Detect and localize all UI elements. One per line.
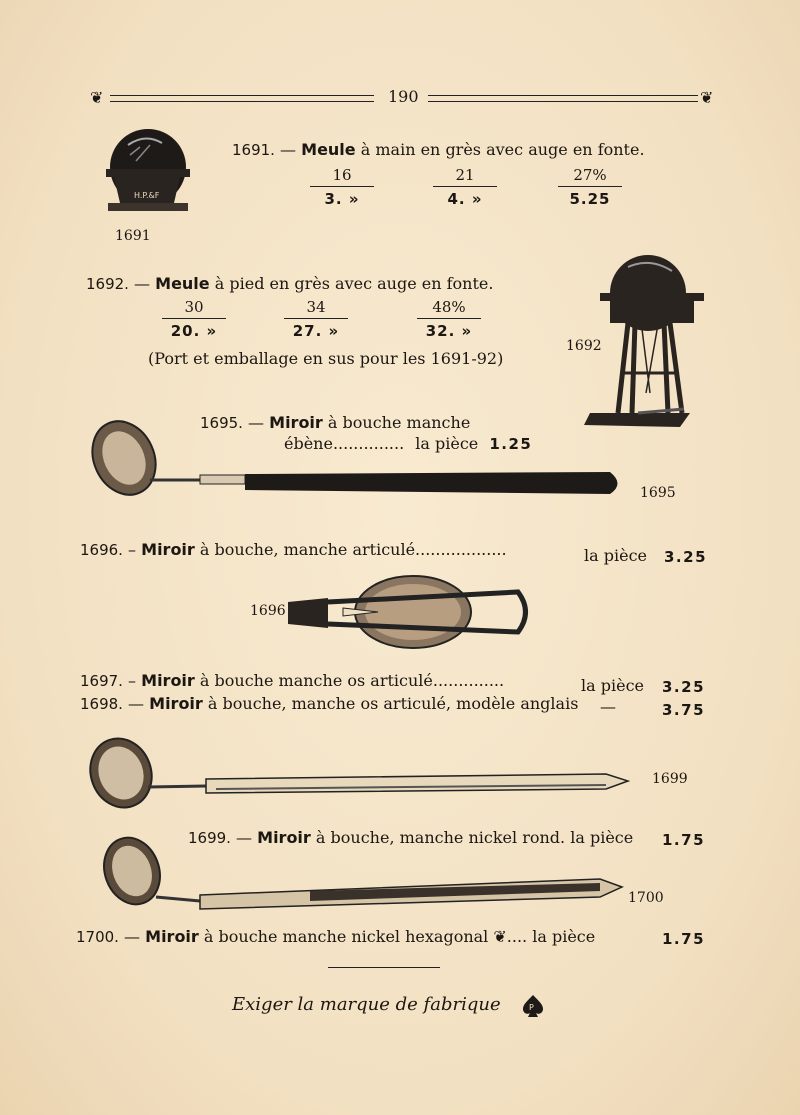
- item-1696-desc: à bouche, manche articulé..................: [199, 540, 507, 559]
- svg-text:P: P: [529, 1003, 534, 1012]
- item-1692-size-3: 48%: [417, 298, 481, 319]
- item-1695-unit: la pièce: [415, 434, 479, 453]
- item-1691-size-2: 21: [433, 166, 497, 187]
- item-1697-number: 1697.: [80, 672, 123, 690]
- image-label-1700: 1700: [628, 890, 664, 906]
- item-1700-price: 1.75: [662, 930, 706, 948]
- item-1697-desc: à bouche manche os articulé..............: [199, 671, 505, 690]
- item-1692-price-2: 27. »: [292, 322, 340, 340]
- item-1691-desc: à main en grès avec auge en fonte.: [360, 140, 645, 159]
- item-1692-price-1: 20. »: [170, 322, 218, 340]
- image-label-1695: 1695: [640, 485, 676, 501]
- header-right-ornament-icon: ❦: [700, 88, 714, 107]
- item-1692-price-3: 32. »: [425, 322, 473, 340]
- item-1696-name: Miroir: [141, 540, 195, 559]
- item-1691-col-2: [433, 166, 497, 208]
- item-1691-dash: —: [280, 140, 297, 159]
- item-1692-col-3: [417, 298, 481, 340]
- item-1692-number: 1692.: [86, 275, 129, 293]
- item-1700-dots: ....: [506, 927, 528, 946]
- item-1699-dash: —: [236, 828, 253, 847]
- item-1697-line: [80, 671, 504, 690]
- item-1699-number: 1699.: [188, 829, 231, 847]
- item-1691-col-3: [558, 166, 622, 208]
- item-1692-line: [86, 274, 493, 293]
- item-1691-price-2: 4. »: [447, 190, 483, 208]
- item-1700-ornament-icon: ❦: [493, 927, 507, 946]
- item-1692-desc: à pied en grès avec auge en fonte.: [214, 274, 494, 293]
- header-rule-right: [428, 95, 698, 102]
- item-1691-price-3: 5.25: [569, 190, 611, 208]
- item-1698-unit: —: [600, 697, 616, 716]
- item-1697-price: 3.25: [662, 678, 706, 696]
- item-1691-col-1: [310, 166, 374, 208]
- item-1695-number: 1695.: [200, 414, 243, 432]
- item-1695-price: 1.25: [489, 435, 533, 453]
- image-label-1696: 1696: [250, 603, 286, 619]
- item-1697-name: Miroir: [141, 671, 195, 690]
- image-label-1691: 1691: [115, 228, 151, 244]
- hexagonal-nickel-handle-mirror-illustration: [100, 835, 625, 915]
- item-1692-dash: —: [134, 274, 151, 293]
- item-1698-number: 1698.: [80, 695, 123, 713]
- item-1698-name: Miroir: [149, 694, 203, 713]
- item-1692-col-1: [162, 298, 226, 340]
- item-1695-desc1: à bouche manche: [327, 413, 471, 432]
- image-label-1692: 1692: [566, 338, 602, 354]
- item-1691-line: [232, 140, 645, 159]
- item-1700-line: [76, 927, 595, 946]
- item-1700-name: Miroir: [145, 927, 199, 946]
- item-1699-name: Miroir: [257, 828, 311, 847]
- item-1698-desc: à bouche, manche os articulé, modèle anglais: [207, 694, 579, 713]
- item-1696-unit: la pièce: [584, 546, 647, 565]
- item-1698-price: 3.75: [662, 701, 706, 719]
- trademark-emblem-icon: [522, 994, 544, 1018]
- item-1697-dash: –: [128, 671, 137, 690]
- item-1699-unit: la pièce: [570, 828, 634, 847]
- page-number: 190: [388, 87, 419, 106]
- item-1691-number: 1691.: [232, 141, 275, 159]
- item-1695-desc2: ébène..............: [284, 434, 405, 453]
- item-1699-price: 1.75: [662, 831, 706, 849]
- item-1696-dash: –: [128, 540, 137, 559]
- grindstone-stamp: H.P.&F: [134, 191, 160, 200]
- item-1696-price: 3.25: [664, 548, 708, 566]
- item-1700-number: 1700.: [76, 928, 119, 946]
- item-1697-unit: la pièce: [581, 676, 644, 695]
- item-1698-line: [80, 694, 578, 713]
- item-1691-name: Meule: [301, 140, 356, 159]
- header-rule-left: [110, 95, 374, 102]
- image-label-1699: 1699: [652, 771, 688, 787]
- item-1692-name: Meule: [155, 274, 210, 293]
- item-1696-line: [80, 540, 507, 559]
- hand-grindstone-illustration: [100, 125, 195, 220]
- ebony-handle-mirror-illustration: [90, 418, 630, 503]
- item-1698-dash: —: [128, 694, 145, 713]
- round-nickel-handle-mirror-illustration: [86, 737, 636, 812]
- item-1692-note: (Port et emballage en sus pour les 1691-92): [148, 349, 504, 368]
- item-1691-price-1: 3. »: [324, 190, 360, 208]
- item-1692-size-1: 30: [162, 298, 226, 319]
- item-1692-col-2: [284, 298, 348, 340]
- item-1700-dash: —: [124, 927, 141, 946]
- footer-text: Exiger la marque de fabrique: [232, 994, 501, 1015]
- item-1700-unit: la pièce: [532, 927, 596, 946]
- item-1700-desc: à bouche manche nickel hexagonal: [203, 927, 489, 946]
- item-1692-size-2: 34: [284, 298, 348, 319]
- item-1695-dash: —: [248, 413, 265, 432]
- item-1699-desc: à bouche, manche nickel rond.: [315, 828, 566, 847]
- item-1691-size-1: 16: [310, 166, 374, 187]
- footer-rule: [328, 967, 440, 968]
- item-1691-size-3: 27%: [558, 166, 622, 187]
- item-1695-name: Miroir: [269, 413, 323, 432]
- header-left-ornament-icon: ❦: [90, 88, 104, 107]
- item-1696-number: 1696.: [80, 541, 123, 559]
- articulated-handle-mirror-illustration: [288, 572, 533, 652]
